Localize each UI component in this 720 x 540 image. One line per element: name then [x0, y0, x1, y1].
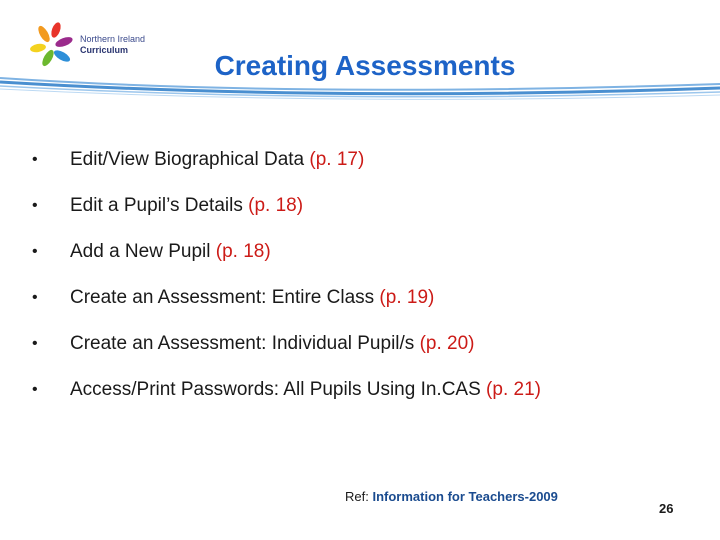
page-reference: (p. 20) [419, 333, 475, 354]
header-swoosh [0, 64, 720, 114]
logo-line-1: Northern Ireland [80, 34, 146, 44]
bullet-list [30, 146, 710, 422]
bullet-text: Create an Assessment: Individual Pupil/s [70, 333, 415, 354]
bullet-text: Edit/View Biographical Data [70, 149, 305, 170]
footer-ref-source: Information for Teachers-2009 [372, 489, 558, 504]
footer-ref-label: Ref: [345, 489, 369, 504]
page-reference: (p. 21) [486, 379, 541, 400]
bullet-item [30, 238, 710, 284]
page-reference: (p. 19) [379, 287, 435, 308]
footer-reference [345, 489, 558, 504]
bullet-dot: • [32, 381, 38, 398]
bullet-item [30, 284, 710, 330]
bullet-item [30, 376, 710, 422]
bullet-text: Add a New Pupil [70, 241, 211, 262]
bullet-dot: • [32, 197, 38, 214]
bullet-dot: • [32, 151, 38, 168]
page-reference: (p. 18) [215, 241, 271, 262]
page-reference: (p. 18) [248, 195, 304, 216]
bullet-text: Create an Assessment: Entire Class [70, 287, 375, 308]
bullet-text: Access/Print Passwords: All Pupils Using In.CAS [70, 379, 481, 400]
bullet-dot: • [32, 243, 38, 260]
logo-line-2: Curriculum [80, 45, 129, 55]
page-number: 26 [659, 501, 674, 516]
bullet-dot: • [32, 289, 38, 306]
bullet-item [30, 192, 710, 238]
page-reference: (p. 17) [309, 149, 365, 170]
bullet-dot: • [32, 335, 38, 352]
slide-title: Creating Assessments [214, 50, 516, 81]
bullet-item [30, 330, 710, 376]
bullet-text: Edit a Pupil’s Details [70, 195, 243, 216]
bullet-item [30, 146, 710, 192]
